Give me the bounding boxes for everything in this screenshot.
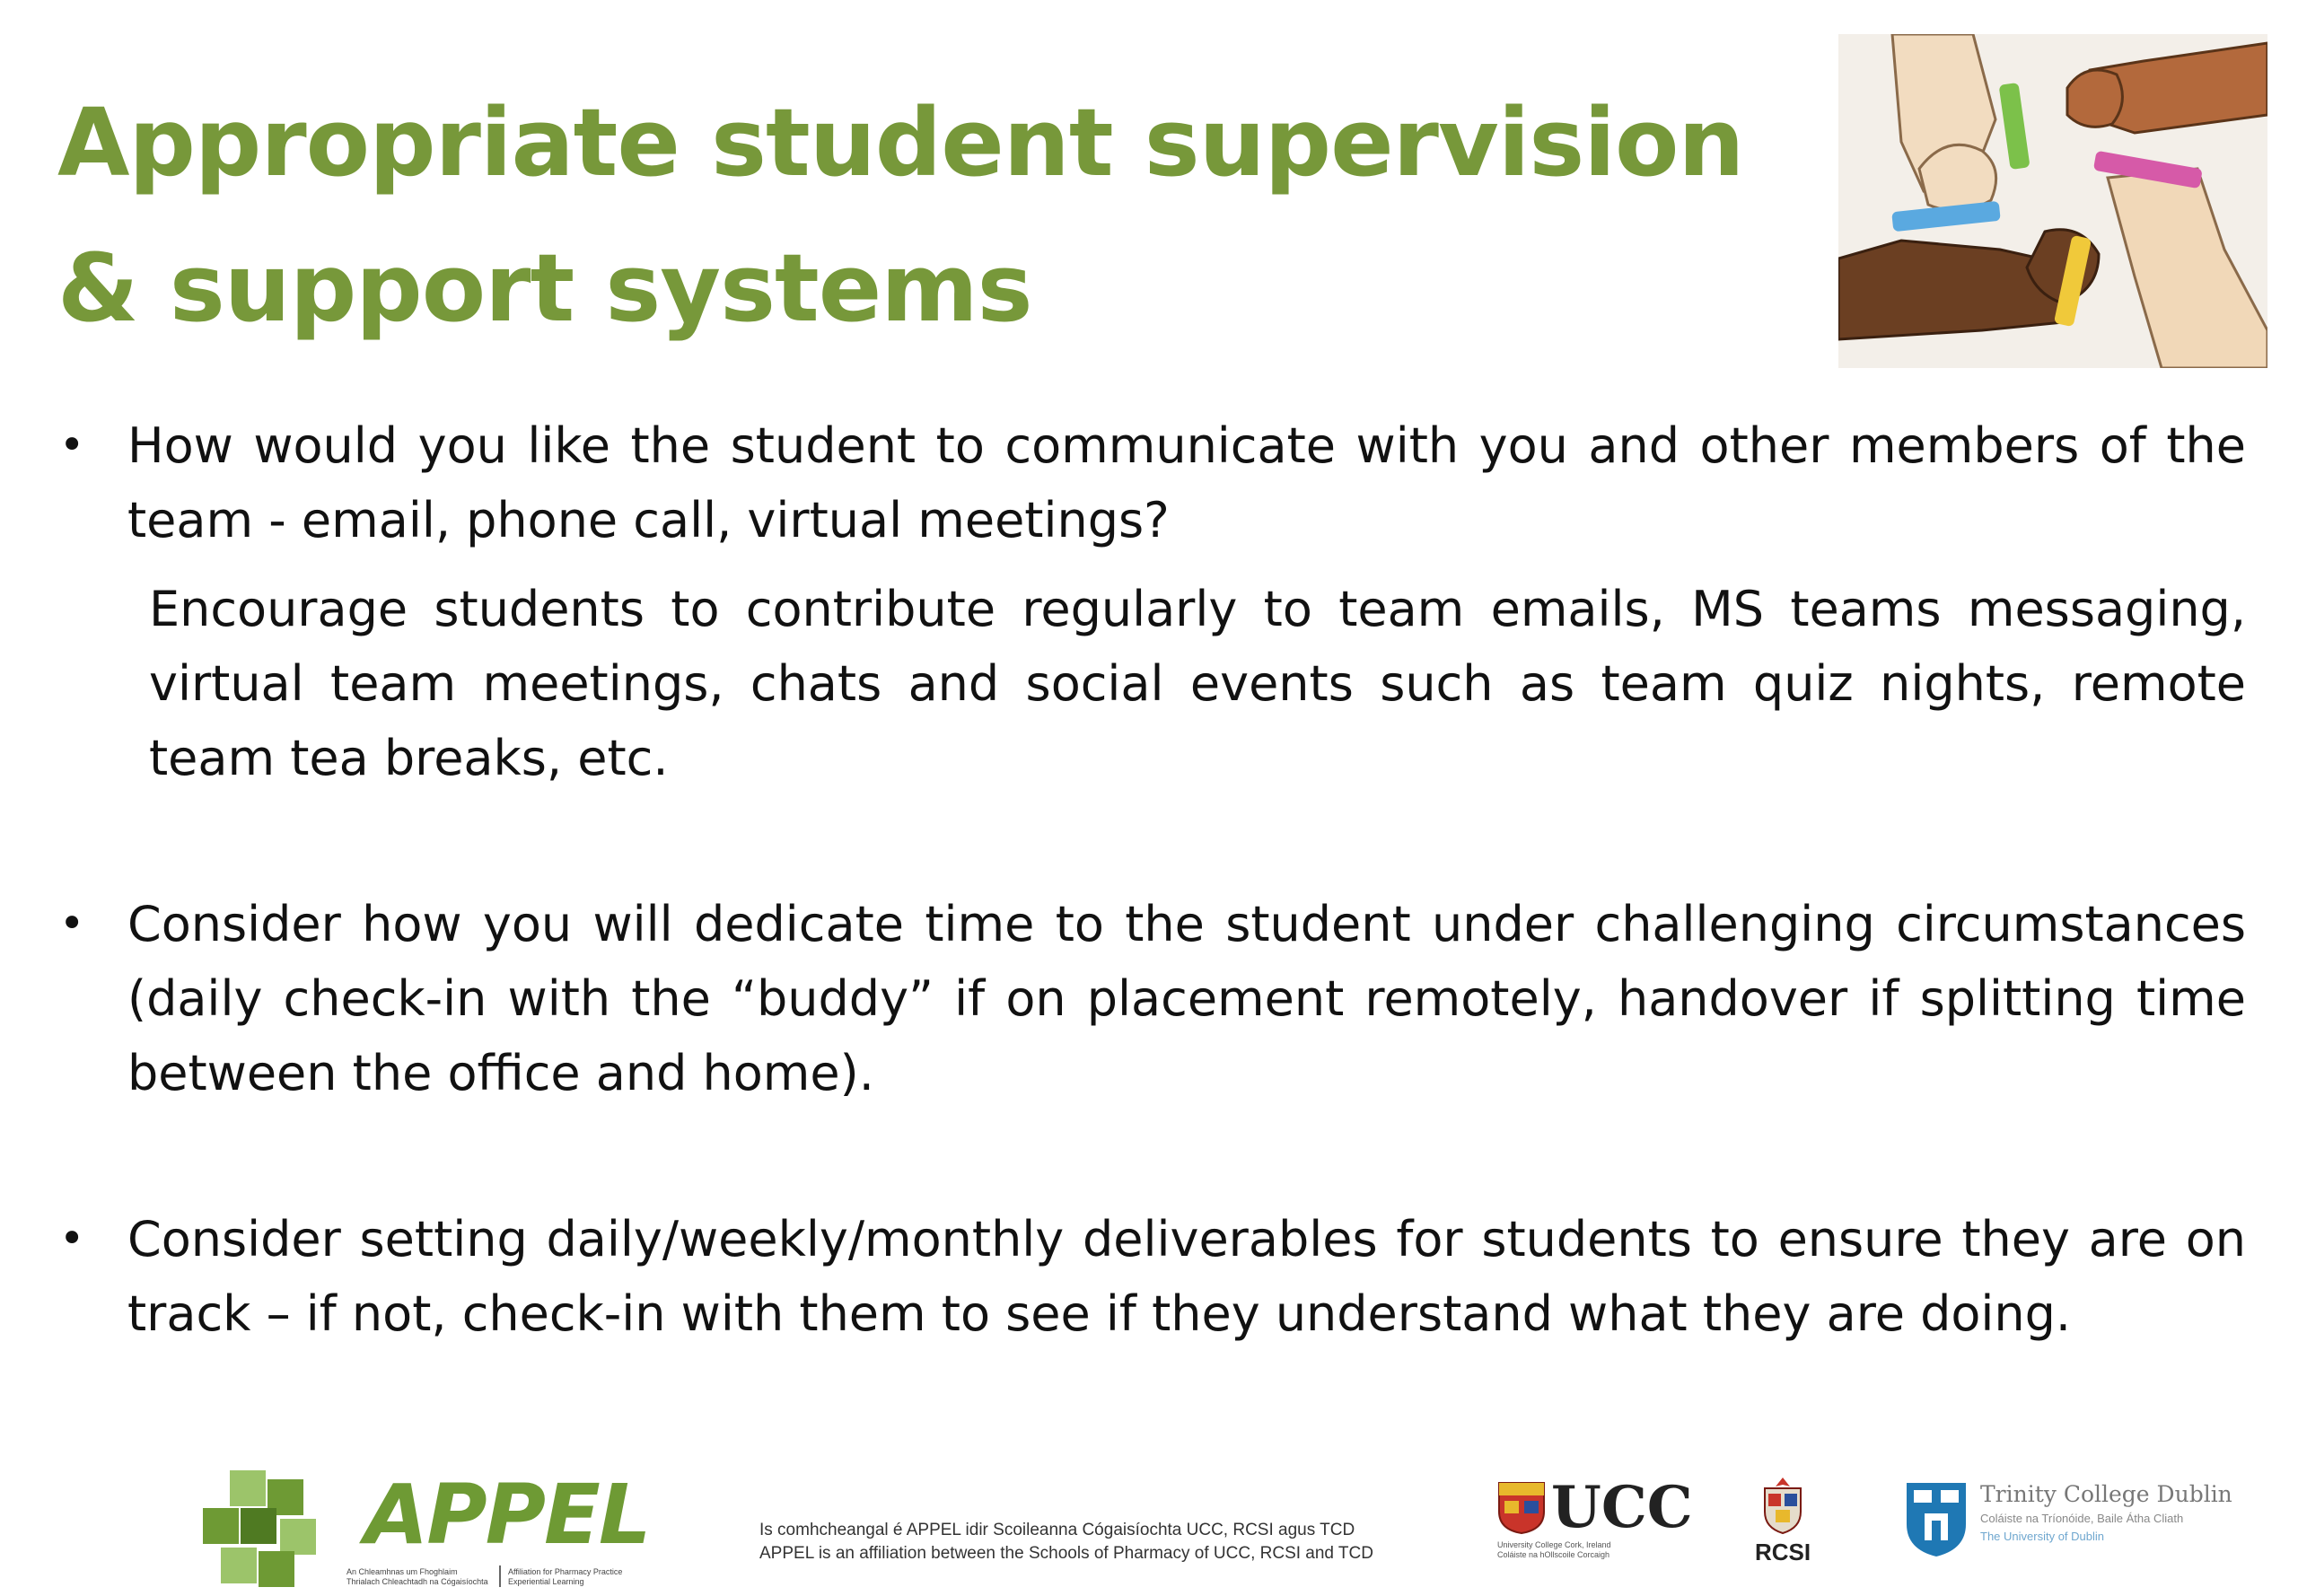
ucc-subtitle	[1497, 1540, 1611, 1560]
tcd-logo	[1905, 1481, 2232, 1567]
appel-tagline-irish: An Chleamhnas um Fhoghlaim Thrialach Chleachtadh na Cógaisíochta	[346, 1567, 488, 1586]
footer-logos	[0, 1452, 2298, 1587]
bullet-text: How would you like the student to communicate with you and other members of the team - email, phone call, virtual meetings?	[127, 417, 2246, 548]
bullet-sub-paragraph: Encourage students to contribute regularly to team emails, MS teams messaging, virtual team meetings, chats and social events such as team quiz nights, remote team tea breaks, etc.	[149, 581, 2246, 786]
rcsi-logo	[1747, 1476, 1819, 1574]
hands-linked-friendship-bracelets-image	[1838, 34, 2267, 368]
appel-logo	[194, 1461, 650, 1596]
appel-cube-icon	[194, 1461, 338, 1596]
ucc-crest-icon	[1497, 1481, 1546, 1535]
bullet-list	[56, 408, 2246, 1351]
ucc-wordmark: UCC	[1551, 1474, 1693, 1541]
bullet-dot: •	[59, 420, 85, 470]
bullet-dot: •	[59, 899, 85, 949]
appel-divider	[499, 1565, 501, 1587]
appel-tagline-english: Affiliation for Pharmacy Practice Experiential Learning	[508, 1567, 623, 1586]
affiliation-statement	[759, 1519, 1373, 1565]
bullet-text: Consider how you will dedicate time to the student under challenging circumstances (daily check-in with the “buddy” if on placement remotely, handover if splitting time between the office and home).	[127, 896, 2246, 1101]
affiliation-line-english: APPEL is an affiliation between the Schools of Pharmacy of UCC, RCSI and TCD	[759, 1544, 1373, 1563]
bullet-item-communication	[56, 408, 2246, 557]
slide-title	[57, 70, 1743, 361]
title-line-1: Appropriate student supervision	[57, 88, 1744, 197]
bullet-item-dedicate-time	[56, 887, 2246, 1110]
bullet-dot: •	[59, 1214, 85, 1264]
tcd-name-irish: Coláiste na Tríonóide, Baile Átha Cliath	[1980, 1512, 2184, 1525]
tcd-university: The University of Dublin	[1980, 1530, 2104, 1543]
bullet-item-deliverables	[56, 1202, 2246, 1351]
title-line-2: & support systems	[57, 233, 1032, 343]
ucc-subtitle-english: University College Cork, Ireland	[1497, 1540, 1611, 1549]
rcsi-crest-icon	[1756, 1476, 1810, 1535]
ucc-logo	[1497, 1474, 1693, 1564]
rcsi-wordmark: RCSI	[1754, 1539, 1811, 1565]
affiliation-line-irish: Is comhcheangal é APPEL idir Scoileanna Cógaisíochta UCC, RCSI agus TCD	[759, 1521, 1355, 1539]
tcd-crest-icon	[1905, 1481, 1968, 1558]
tcd-name: Trinity College Dublin	[1980, 1481, 2232, 1507]
bullet-text: Consider setting daily/weekly/monthly deliverables for students to ensure they are on track – if not, check-in with them to see if they understand what they are doing.	[127, 1211, 2246, 1342]
appel-wordmark: APPEL	[364, 1467, 650, 1563]
ucc-subtitle-irish: Coláiste na hOllscoile Corcaigh	[1497, 1550, 1610, 1559]
